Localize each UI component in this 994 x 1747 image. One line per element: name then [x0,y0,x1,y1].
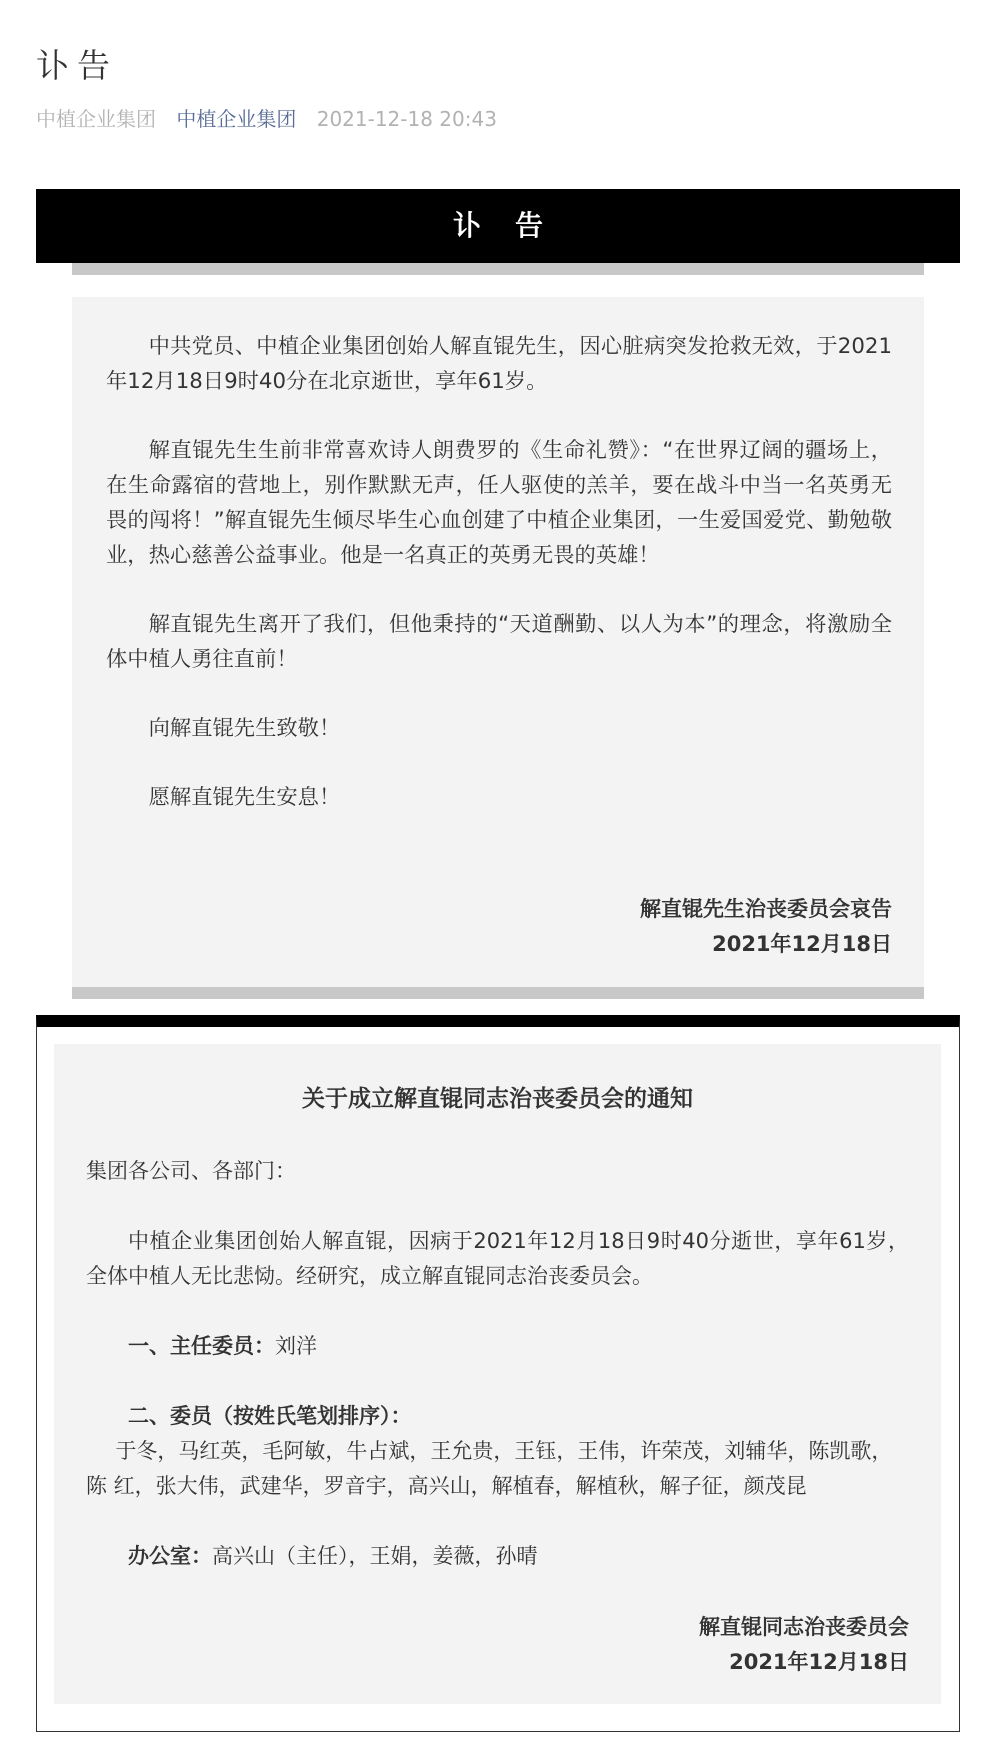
obituary-paragraph: 中共党员、中植企业集团创始人解直锟先生，因心脏病突发抢救无效，于2021年12月18日9时40分在北京逝世，享年61岁。 [106,334,892,394]
obituary-banner: 讣告 [36,189,960,263]
office-line [86,1539,909,1574]
article-meta [36,103,497,132]
obituary-date: 2021年12月18日 [712,932,892,956]
notice-signature: 解直锟同志治丧委员会 [699,1615,909,1639]
notice-title: 关于成立解直锟同志治丧委员会的通知 [302,1086,693,1112]
article-title: 讣告 [36,46,118,85]
office-label: 办公室： [128,1544,212,1568]
article-source: 中植企业集团 [36,107,156,131]
obituary-paragraph: 愿解直锟先生安息！ [148,785,341,810]
director-label: 一、主任委员： [128,1334,275,1358]
director-value: 刘洋 [275,1334,317,1358]
card-bottom-bar [72,987,924,999]
account-link[interactable]: 中植企业集团 [176,107,297,131]
obituary-signature: 解直锟先生治丧委员会哀告 [640,897,892,921]
office-value: 高兴山（主任），王娟，姜薇，孙晴 [212,1544,538,1568]
obituary-paragraph: 解直锟先生离开了我们，但他秉持的“天道酬勤、以人为本”的理念，将激励全体中植人勇往直前！ [106,612,892,672]
notice-body: 中植企业集团创始人解直锟，因病于2021年12月18日9时40分逝世，享年61岁，全体中植人无比悲恸。经研究，成立解直锟同志治丧委员会。 [86,1229,909,1288]
obituary-card [72,297,924,987]
director-line [86,1329,909,1364]
obituary-paragraph: 向解直锟先生致敬！ [148,716,341,741]
notice-salutation: 集团各公司、各部门： [86,1159,296,1183]
notice-date: 2021年12月18日 [729,1650,909,1674]
obituary-paragraph: 解直锟先生生前非常喜欢诗人朗费罗的《生命礼赞》：“在世界辽阔的疆场上，在生命露宿的营地上，别作默默无声，任人驱使的羔羊，要在战斗中当一名英勇无畏的闯将！”解直锟先生倾尽毕生心血创建了中植企业集团，一生爱国爱党、勤勉敬业，热心慈善公益事业。他是一名真正的英勇无畏的英雄！ [106,438,892,568]
publish-time: 2021-12-18 20:43 [316,107,497,131]
members-label: 二、委员（按姓氏笔划排序）： [128,1404,412,1428]
notice-card [54,1044,941,1704]
members-line-2: 陈 红，张大伟，武建华，罗音宇，高兴山，解植春，解植秋，解子征，颜茂昆 [86,1474,807,1498]
notice-frame [36,1015,960,1732]
banner-shadow-bar [72,263,924,275]
members-line-1: 于冬，马红英，毛阿敏，牛占斌，王允贵，王钰，王伟，许荣茂，刘辅华，陈凯歌， [115,1439,893,1463]
